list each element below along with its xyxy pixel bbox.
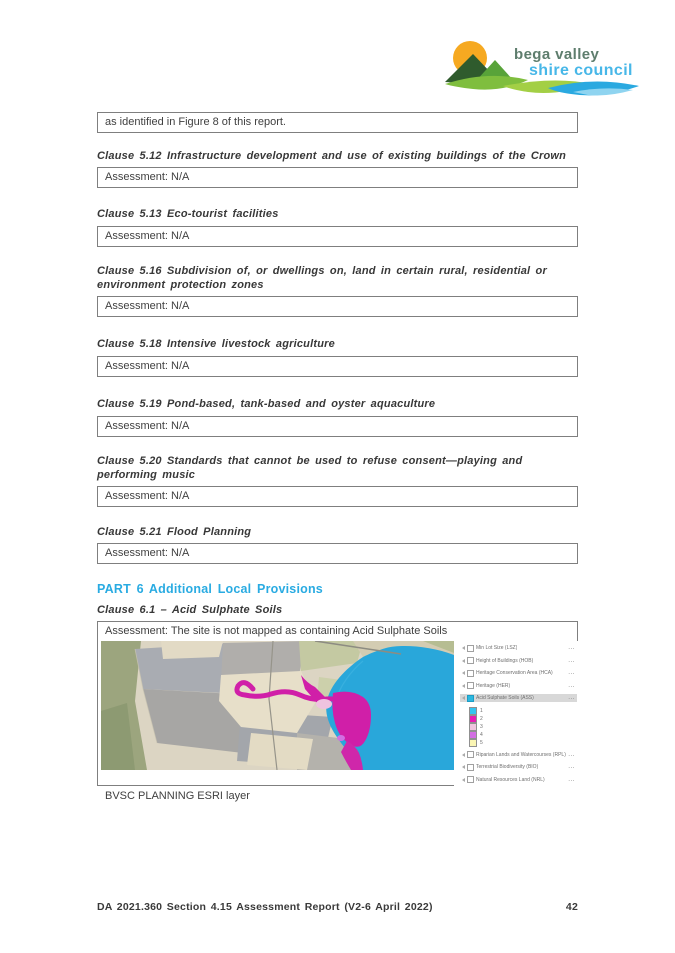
layer-checkbox — [467, 645, 474, 652]
legend-class-row — [460, 723, 577, 731]
footer-report-title: DA 2021.360 Section 4.15 Assessment Report (V2-6 April 2022) — [97, 901, 433, 913]
clause-heading: Clause 5.19 Pond-based, tank-based and oyster aquaculture — [97, 398, 436, 410]
council-logo — [443, 36, 643, 102]
map-caption: BVSC PLANNING ESRI layer — [105, 790, 250, 802]
legend-layer-row-selected — [460, 694, 577, 702]
logo-wordmark-line1: bega valley — [514, 46, 600, 63]
legend-layer-row — [460, 657, 577, 665]
legend-layer-row — [460, 763, 577, 771]
layer-label: Riparian Lands and Watercourses (RPL) — [476, 751, 566, 758]
layer-options-icon: … — [567, 644, 576, 651]
assessment-box: Assessment: N/A — [97, 416, 578, 437]
legend-class-row — [460, 707, 577, 715]
class-swatch — [469, 707, 477, 715]
layer-options-icon: … — [567, 656, 576, 664]
expand-icon — [462, 778, 465, 782]
acid-sulphate-assessment-box — [97, 621, 578, 802]
class-swatch — [469, 715, 477, 723]
legend-class-row — [460, 739, 577, 747]
part6-title: PART 6 Additional Local Provisions — [97, 582, 323, 596]
layer-options-icon: … — [567, 775, 576, 783]
legend-layer-row — [460, 644, 577, 652]
expand-icon — [462, 753, 465, 757]
expand-icon — [462, 696, 465, 700]
layer-checkbox — [467, 751, 474, 758]
logo-wordmark-line2: shire council — [529, 62, 633, 79]
class-swatch — [469, 739, 477, 747]
layer-label: Heritage (HER) — [476, 682, 511, 689]
class-label: 1 — [480, 707, 483, 714]
layer-options-icon: … — [567, 763, 576, 770]
assessment-box: Assessment: N/A — [97, 356, 578, 377]
layer-checkbox — [467, 682, 474, 689]
layer-label: Min Lot Size (LSZ) — [476, 645, 518, 651]
expand-icon — [462, 684, 465, 688]
layer-label: Heritage Conservation Area (HCA) — [476, 670, 553, 676]
layer-options-icon: … — [567, 750, 576, 758]
assessment-box: as identified in Figure 8 of this report. — [97, 112, 578, 133]
layer-options-icon: … — [567, 694, 576, 701]
expand-icon — [462, 659, 465, 663]
expand-icon — [462, 765, 465, 769]
clause-heading: Clause 6.1 – Acid Sulphate Soils — [97, 604, 283, 616]
legend-class-row — [460, 731, 577, 739]
assessment-box: Assessment: N/A — [97, 543, 578, 564]
class-label: 3 — [480, 723, 483, 730]
assessment-box: Assessment: N/A — [97, 486, 578, 507]
layer-options-icon: … — [567, 681, 576, 689]
class-label: 2 — [480, 715, 483, 722]
layer-label: Acid Sulphate Soils (ASS) — [476, 695, 534, 701]
layer-checkbox — [467, 670, 474, 677]
assessment-box: Assessment: N/A — [97, 167, 578, 188]
assessment-box: Assessment: N/A — [97, 296, 578, 317]
clause-heading: Clause 5.13 Eco-tourist facilities — [97, 208, 279, 220]
expand-icon — [462, 646, 465, 650]
legend-layer-row — [460, 669, 577, 677]
clause-heading: Clause 5.18 Intensive livestock agriculture — [97, 338, 335, 350]
layer-options-icon: … — [567, 669, 576, 676]
legend-layer-row — [460, 776, 577, 784]
layer-label: Height of Buildings (HOB) — [476, 657, 534, 664]
class-label: 5 — [480, 739, 483, 746]
legend-layer-row — [460, 751, 577, 759]
assessment-text: Assessment: The site is not mapped as containing Acid Sulphate Soils — [105, 625, 448, 637]
layer-checkbox — [467, 776, 474, 783]
clause-heading: Clause 5.16 Subdivision of, or dwellings on, land in certain rural, residential or environment protection zones — [97, 265, 547, 291]
clause-heading: Clause 5.12 Infrastructure development and use of existing buildings of the Crown — [97, 150, 567, 162]
layer-checkbox-checked — [467, 695, 474, 702]
page-footer — [97, 901, 578, 913]
clause-heading: Clause 5.21 Flood Planning — [97, 526, 252, 538]
layer-label: Natural Resources Land (NRL) — [476, 776, 545, 783]
layer-checkbox — [467, 657, 474, 664]
planning-map — [101, 641, 574, 788]
assessment-box: Assessment: N/A — [97, 226, 578, 247]
clause-heading: Clause 5.20 Standards that cannot be used to refuse consent—playing and performing music — [97, 455, 523, 481]
legend-class-row — [460, 715, 577, 723]
class-swatch — [469, 723, 477, 731]
page-number: 42 — [565, 901, 578, 913]
legend-layer-row — [460, 682, 577, 690]
class-label: 4 — [480, 731, 483, 738]
layer-label: Terrestrial Biodiversity (BIO) — [476, 764, 539, 770]
aerial-map-image — [101, 641, 454, 770]
class-swatch — [469, 731, 477, 739]
layer-legend — [454, 641, 579, 788]
layer-checkbox — [467, 764, 474, 771]
expand-icon — [462, 671, 465, 675]
